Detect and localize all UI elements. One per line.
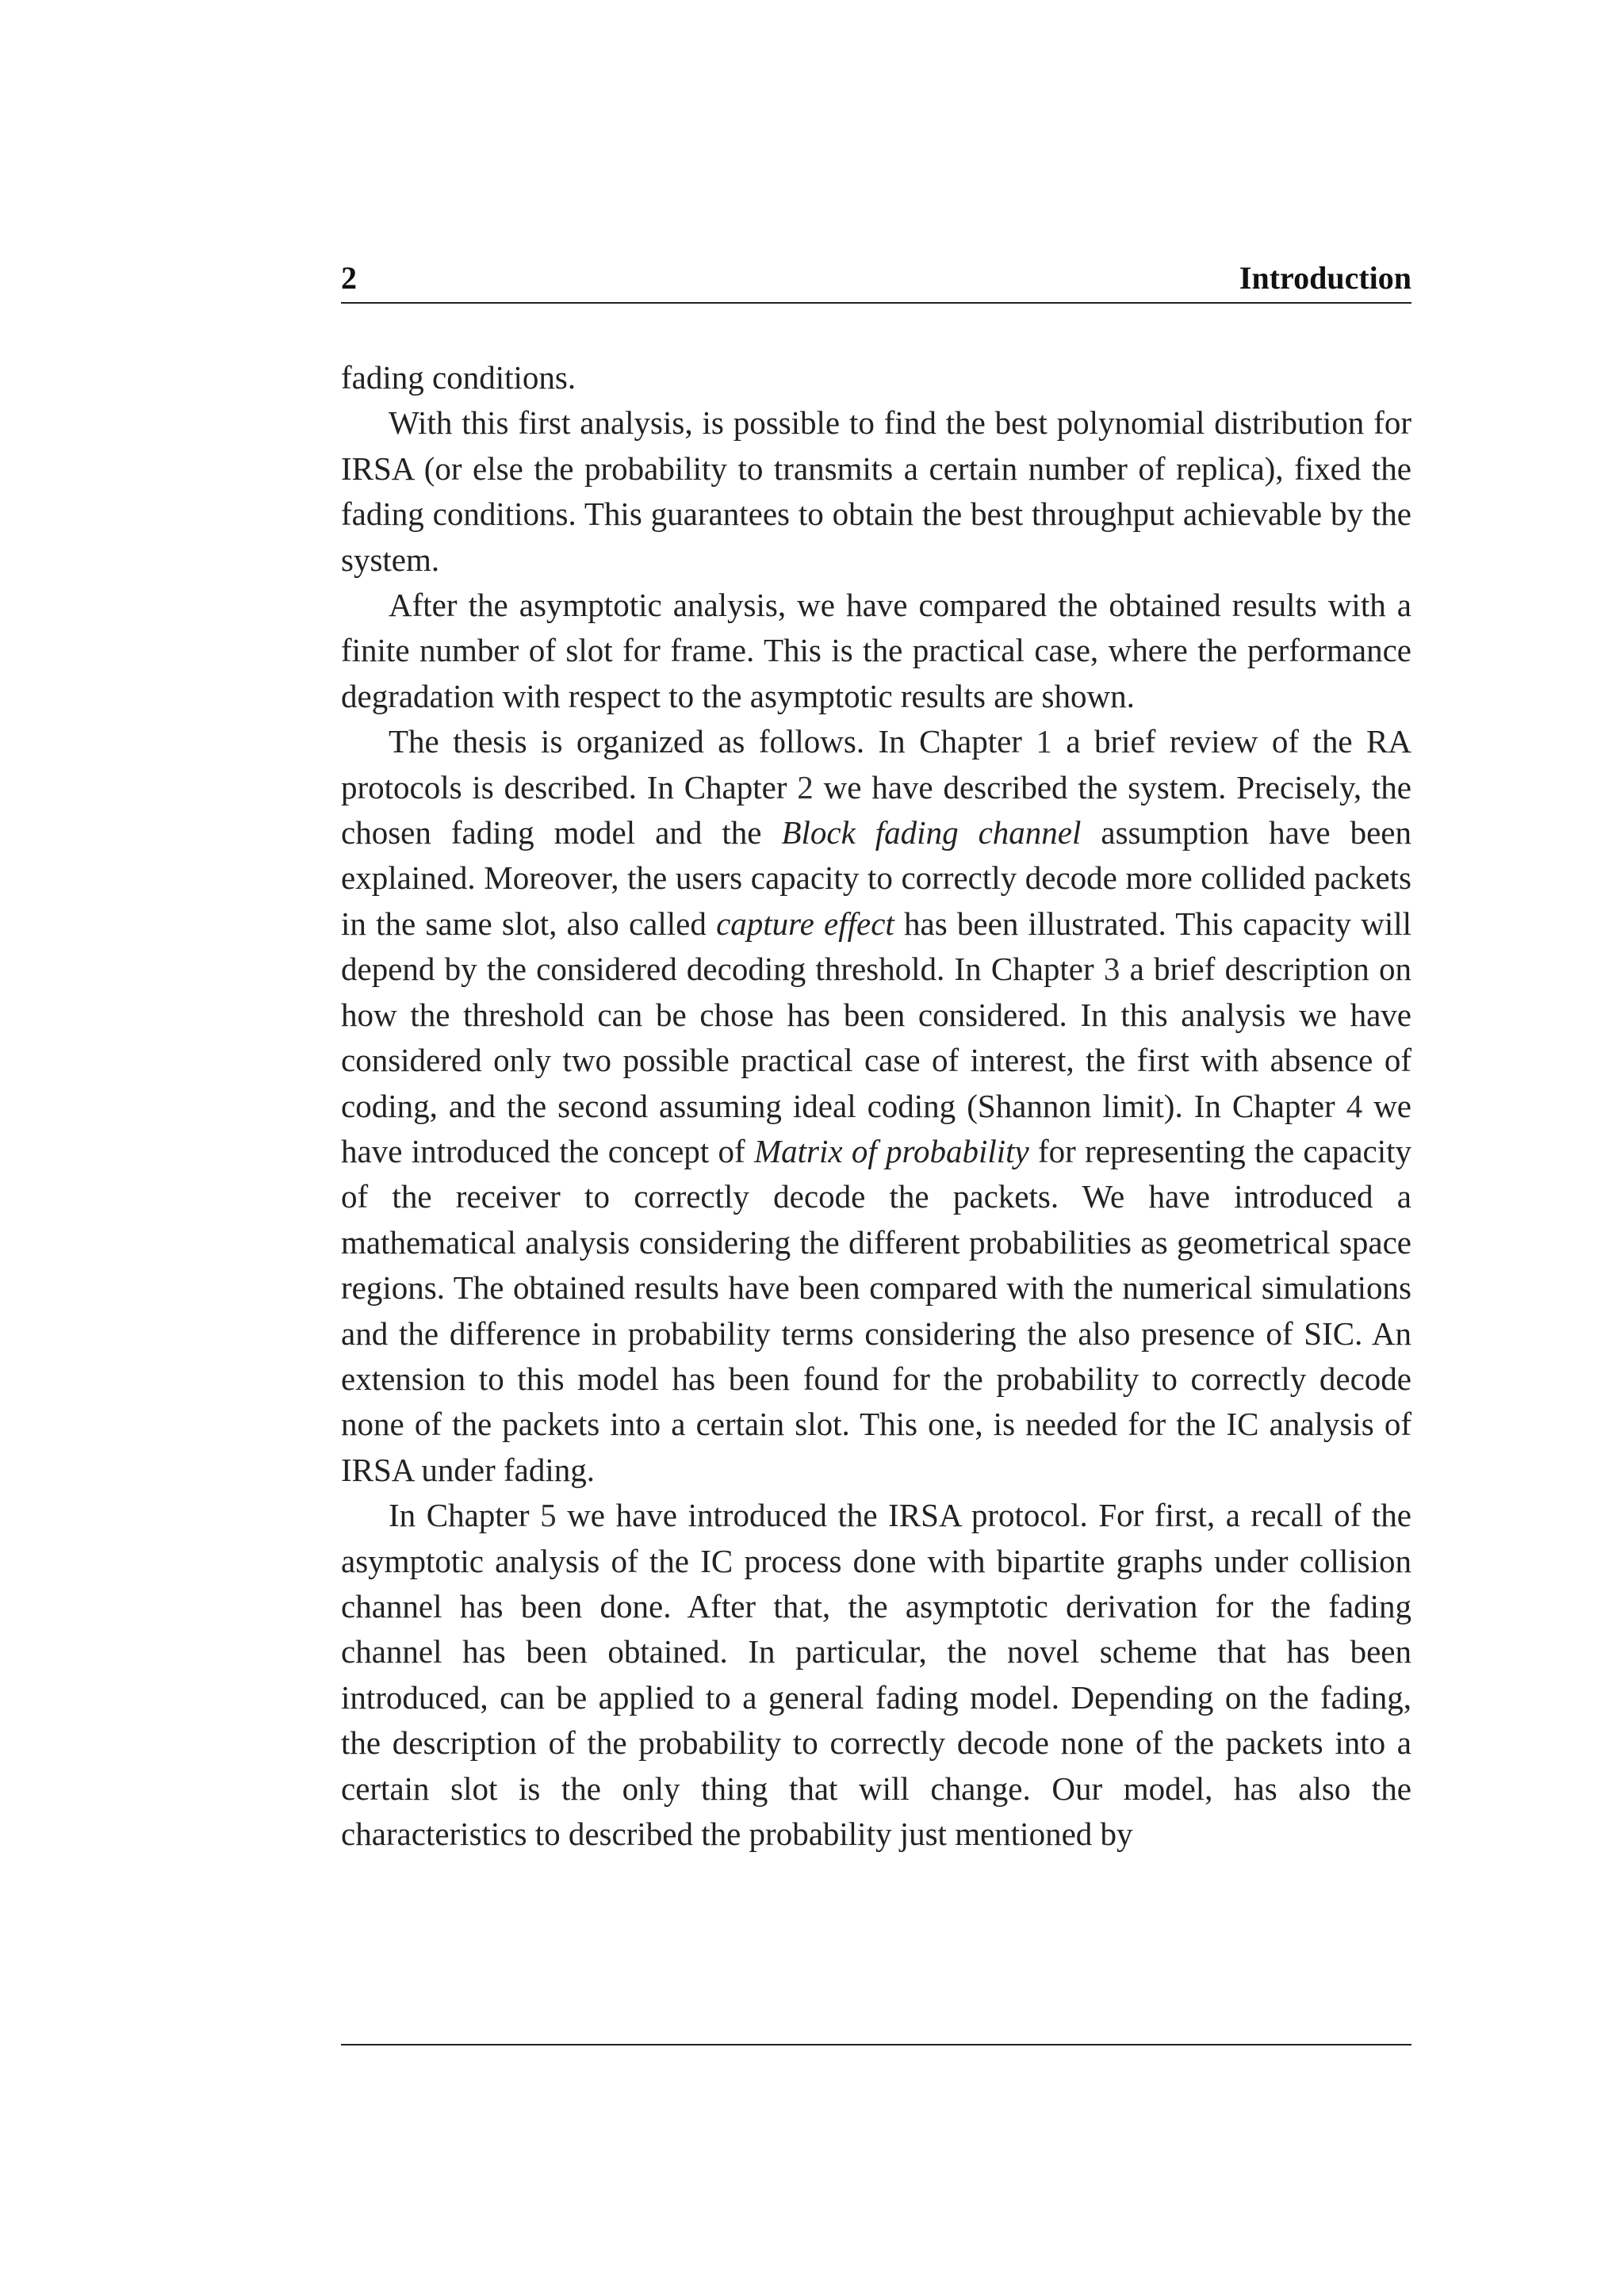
text-run: assumption have been explained. Moreover, the users capacity to correctly decode more collided packets in the same slot, also called: [341, 814, 1411, 942]
chapter-reference-link[interactable]: 4: [1346, 1087, 1363, 1124]
text-run: a brief description on how the threshold can be chose has been considered. In this analysis we have considered only two possible practical case of interest, the first with absence of coding, and the second assuming ideal coding (Shannon limit). In Chapter: [341, 951, 1411, 1124]
emphasized-term: Matrix of probability: [753, 1132, 1029, 1169]
footer-rule: [341, 2044, 1411, 2045]
paragraph-text: With this first analysis, is possible to find the best polynomial distribution for IRSA (or else the probability to transmits a certain number of replica), fixed the fading conditions. This guarantees to obtain the best throughput achievable by the system.: [341, 404, 1411, 578]
emphasized-term: Block fading channel: [781, 814, 1082, 851]
text-run: we have introduced the concept of: [341, 1087, 1412, 1169]
paragraph-text: fading conditions.: [341, 359, 576, 396]
chapter-reference-link[interactable]: 3: [1103, 951, 1120, 988]
page-number: 2: [341, 260, 357, 296]
chapter-reference-link[interactable]: 2: [797, 768, 814, 806]
paragraph-irsa: [341, 1493, 1411, 1857]
text-run: for representing the capacity of the receiver to correctly decode the packets. We have introduced a mathematical analysis considering the different probabilities as geometrical space regions. The obtained results have been compared with the numerical simulations and the difference in probability terms considering the also presence of SIC. An extension to this model has been found for the probability to correctly decode none of the packets into a certain slot. This one, is needed for the IC analysis of IRSA under fading.: [341, 1132, 1412, 1488]
header-rule: [341, 302, 1411, 304]
body-text: [341, 355, 1411, 1857]
emphasized-term: capture effect: [716, 905, 894, 942]
paragraph: [341, 583, 1411, 719]
paragraph-thesis-organization: [341, 719, 1411, 1493]
paragraph-continuation: [341, 355, 1411, 400]
paragraph-text: After the asymptotic analysis, we have compared the obtained results with a finite number of slot for frame. This is the practical case, where the performance degradation with respect to the asymptotic results are shown.: [341, 587, 1411, 714]
paragraph: [341, 400, 1411, 583]
text-run: In Chapter: [389, 1497, 541, 1534]
section-title: Introduction: [1239, 260, 1411, 296]
text-run: has been illustrated. This capacity will depend by the considered decoding threshold. In Chapter: [341, 905, 1411, 988]
text-run: The thesis is organized as follows. In Chapter: [389, 723, 1036, 760]
text-run: a brief review of the RA protocols is described. In Chapter: [341, 723, 1411, 806]
text-run: we have described the system. Precisely, the chosen fading model and the: [341, 768, 1411, 851]
chapter-reference-link[interactable]: 5: [540, 1497, 557, 1534]
running-header: [341, 258, 1411, 298]
chapter-reference-link[interactable]: 1: [1036, 723, 1052, 760]
text-run: we have introduced the IRSA protocol. For first, a recall of the asymptotic analysis of the IC process done with bipartite graphs under collision channel has been done. After that, the asymptotic derivation for the fading channel has been obtained. In particular, the novel scheme that has been introduced, can be applied to a general fading model. Depending on the fading, the description of the probability to correctly decode none of the packets into a certain slot is the only thing that will change. Our model, has also the characteristics to described the probability just mentioned by: [341, 1497, 1411, 1852]
